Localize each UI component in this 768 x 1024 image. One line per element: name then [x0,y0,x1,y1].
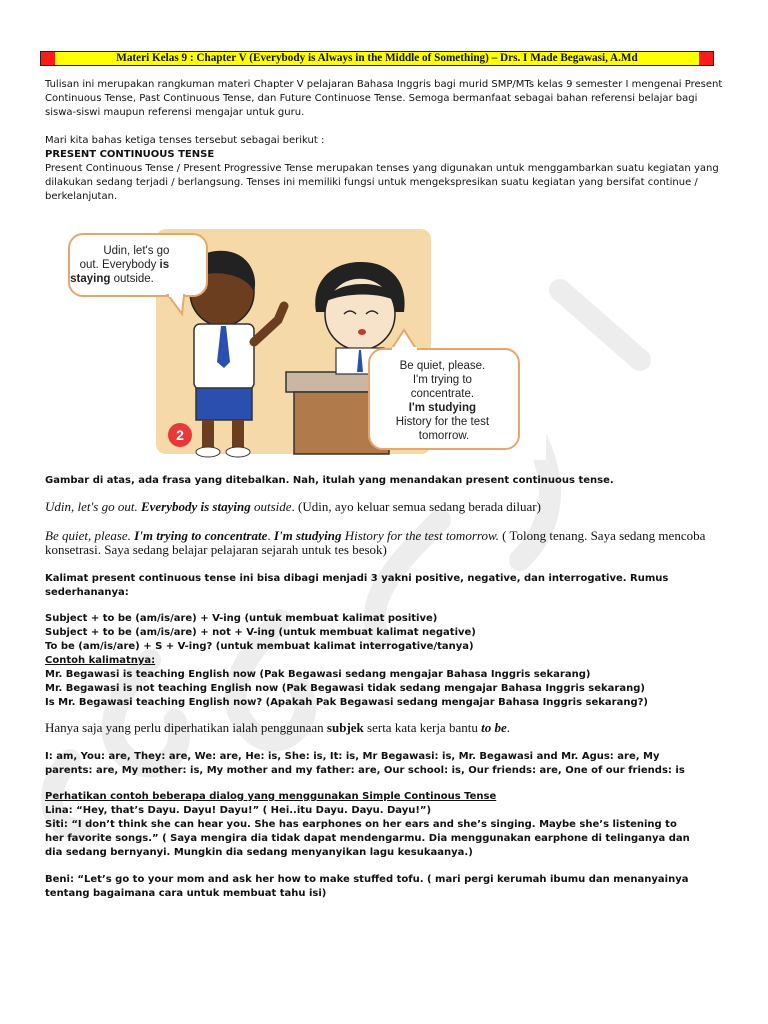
example-udin: Udin, let's go out. Everybody is staying outside. (Udin, ayo keluar semua sedang berada diluar) [45,499,541,514]
present-heading: PRESENT CONTINUOUS TENSE [45,149,215,160]
document-title: Materi Kelas 9 : Chapter V (Everybody is Always in the Middle of Something) – Drs. I Made Begawasi, A.Md [55,52,699,65]
example-quiet: Be quiet, please. I'm trying to concentrate. I'm studying History for the test tomorrow. ( Tolong tenang. Saya sedang mencoba konsetrasi. Saya sedang belajar pelajaran sejarah untuk tes besok) [45,528,706,557]
svg-text:2: 2 [176,427,184,443]
example-negative: Mr. Begawasi is not teaching English now (Pak Begawasi tidak sedang mengajar Bahasa Inggris sekarang) [45,683,645,694]
illustration-caption: Gambar di atas, ada frasa yang ditebalkan. Nah, itulah yang menandakan present continuous tense. [45,475,614,486]
title-banner [40,51,714,66]
present-description: Present Continuous Tense / Present Progressive Tense merupakan tenses yang digunakan untuk menggambarkan suatu kegiatan yang dilakukan sedang terjadi / berlangsung. Tenses ini memiliki fungsi untuk mengekspresikan suatu kegiatan yang bersifat continue / berkelanjutan. [45,163,719,202]
dialog-lina: Lina: “Hey, that’s Dayu. Dayu! Dayu!” ( Hei..itu Dayu. Dayu. Dayu!”) [45,805,432,816]
examples-heading: Contoh kalimatnya: [45,655,156,666]
formula-list [45,612,725,710]
dialog-siti: Siti: “I don’t think she can hear you. She has earphones on her ears and she’s singing. Maybe she’s listening to her favorite songs.” ( Saya mengira dia tidak dapat mendengarmu. Dia menggunakan earphone di telinganya dan dia sedang bernyanyi. Mungkin dia sedang menyanyikan lagu kesukaanya.) [45,819,690,858]
lead-text: Mari kita bahas ketiga tenses tersebut sebagai berikut : [45,135,325,146]
formula-positive: Subject + to be (am/is/are) + V-ing (untuk membuat kalimat positive) [45,613,438,624]
svg-text:Be quiet, please. I'm: Be quiet, please. I'm trying to concentrate. I'm studying History for the test tomorrow. [395,360,490,442]
example-positive: Mr. Begawasi is teaching English now (Pak Begawasi sedang mengajar Bahasa Inggris sekarang) [45,669,591,680]
dialog-beni: Beni: “Let’s go to your mom and ask her how to make stuffed tofu. ( mari pergi kerumah ibumu dan menanyainya tentang bagaimana cara untuk membuat tahu isi) [45,874,689,899]
illustration [46,202,546,460]
note-text: Hanya saja yang perlu diperhatikan ialah penggunaan subjek serta kata kerja bantu to be. [45,720,510,735]
pronoun-list: I: am, You: are, They: are, We: are, He: is, She: is, It: is, Mr Begawasi: is, Mr. Begawasi and Mr. Agus: are, My parents: are, My mother: is, My mother and my father: are, Our school: is, Our friends: are, One of our friends: is [45,751,685,776]
formula-interrogative: To be (am/is/are) + S + V-ing? (untuk membuat kalimat interrogative/tanya) [45,641,474,652]
types-intro: Kalimat present continuous tense ini bisa dibagi menjadi 3 yakni positive, negative, dan interrogative. Rumus sederhananya: [45,573,669,598]
intro-paragraph: Tulisan ini merupakan rangkuman materi Chapter V pelajaran Bahasa Inggris bagi murid SMP/MTs kelas 9 semester I mengenai Present Continuous Tense, Past Continuous Tense, dan Future Continuose Tense. Semoga bermanfaat sebagai bahan referensi belajar bagi siswa-siswi maupun referensi mengajar untuk guru. [45,79,723,118]
svg-text:Udin, let's go out. Ev: Udin, let's go out. Everybody is staying outside. [70,245,170,285]
dialog-heading: Perhatikan contoh beberapa dialog yang menggunakan Simple Continous Tense [45,791,497,802]
formula-negative: Subject + to be (am/is/are) + not + V-ing (untuk membuat kalimat negative) [45,627,476,638]
example-interrogative: Is Mr. Begawasi teaching English now? (Apakah Pak Begawasi sedang mengajar Bahasa Inggris sekarang?) [45,697,648,708]
